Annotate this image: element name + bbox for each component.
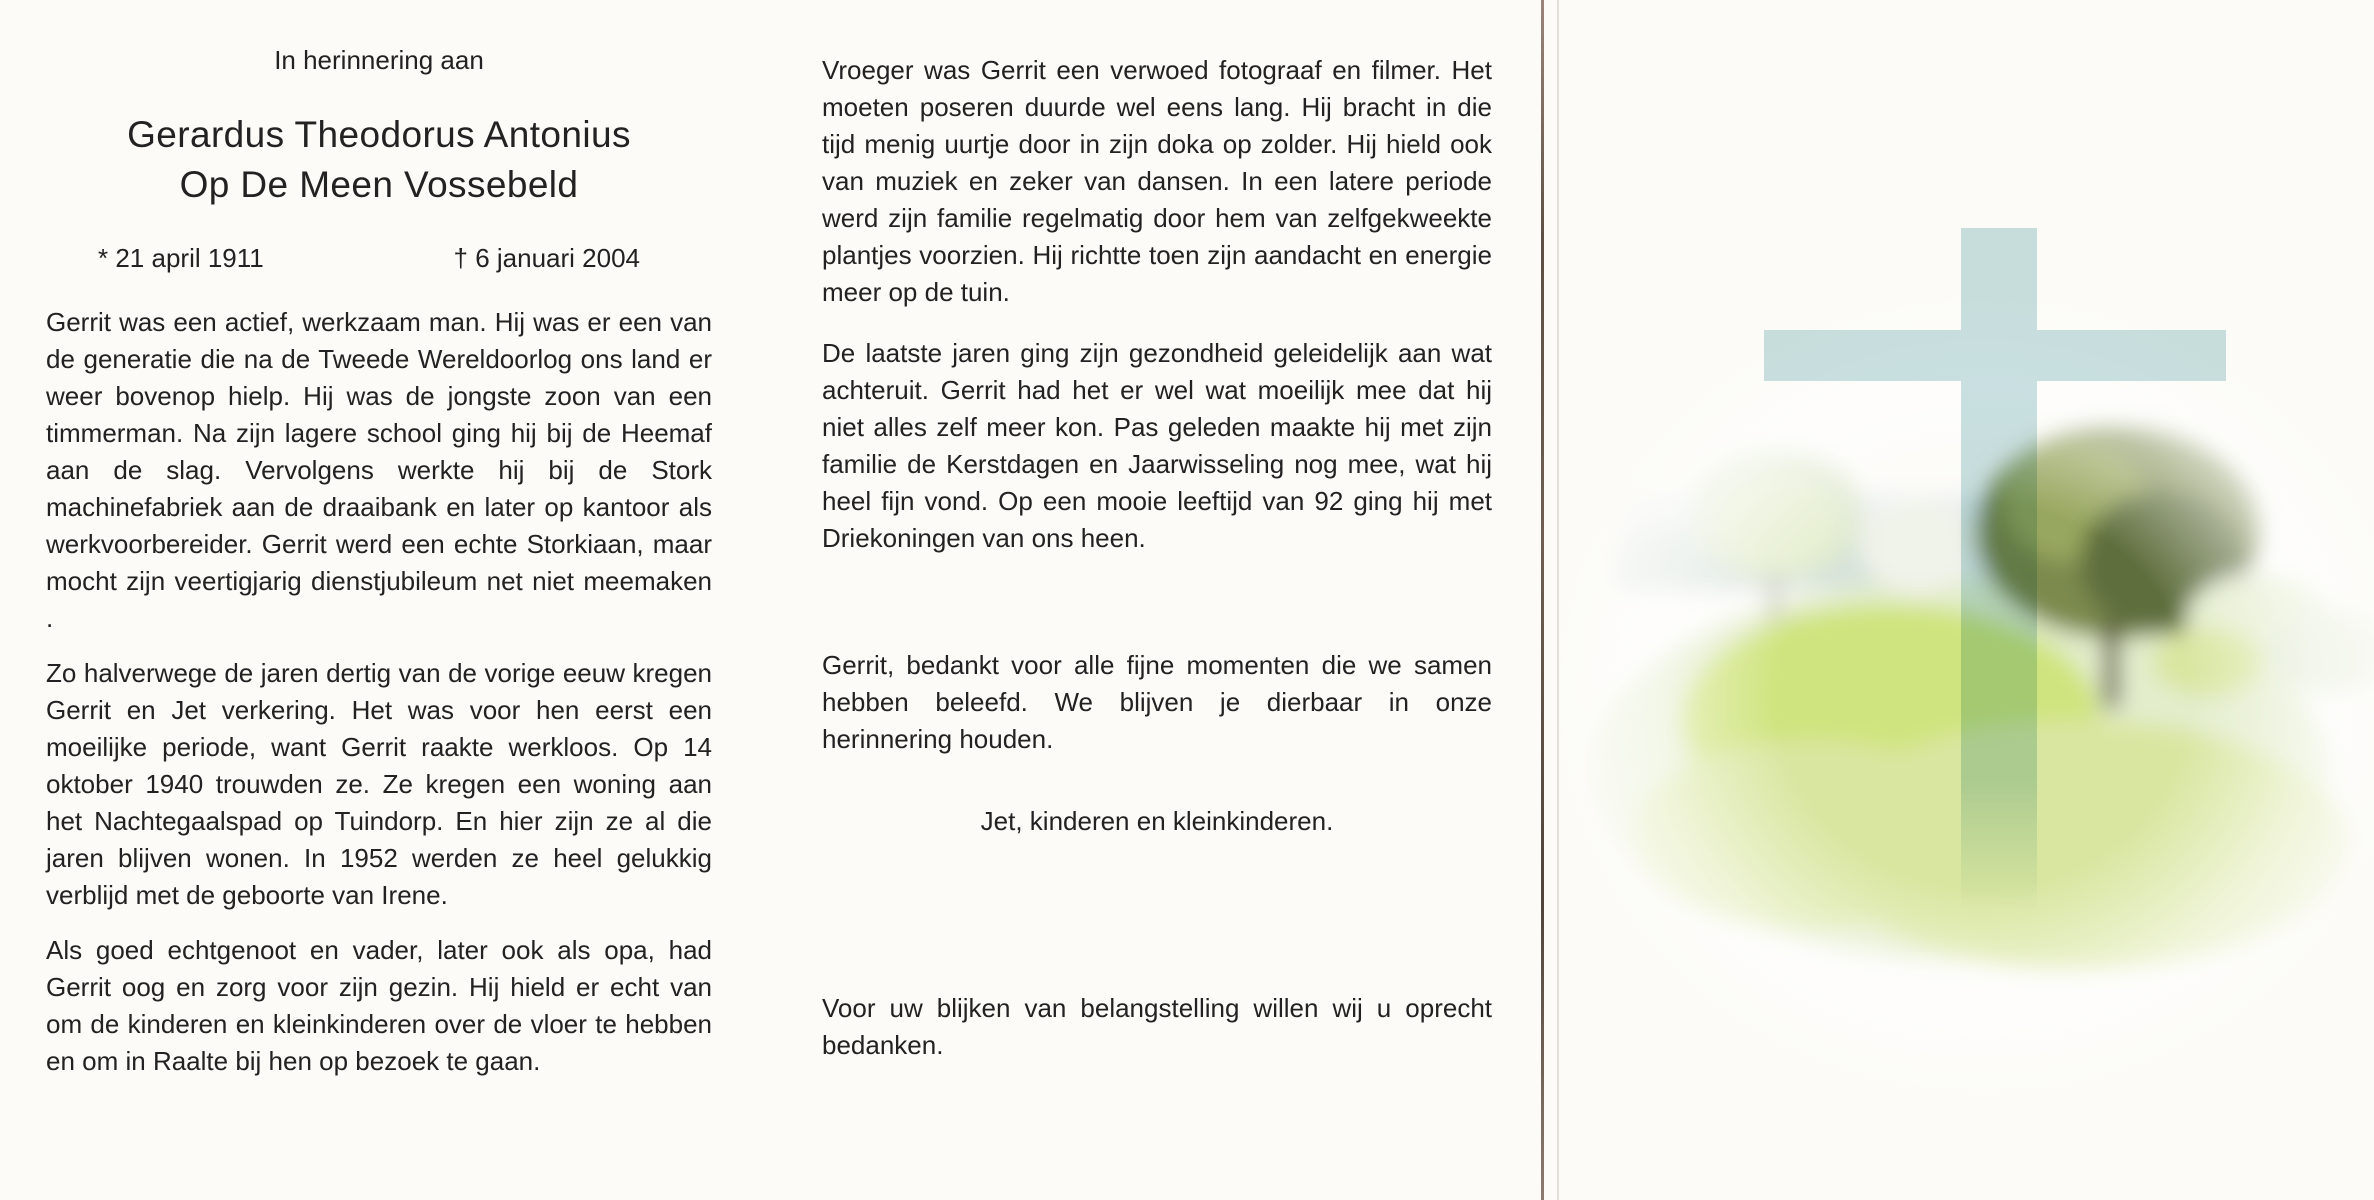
right-page-column (822, 52, 1492, 1064)
deceased-name-line1: Gerardus Theodorus Antonius (127, 114, 631, 155)
intro-line: In herinnering aan (274, 45, 484, 75)
tribute-paragraph: Gerrit, bedankt voor alle fijne momenten die we samen hebben beleefd. We blijven je dierbaar in onze herinnering houden. (822, 650, 1492, 754)
biography-paragraph-1: Gerrit was een actief, werkzaam man. Hij was er een van de generatie die na de Tweede Wereldoorlog ons land er weer bovenop hielp. Hij was de jongste zoon van een timmerman. Na zijn lagere school ging hij bij de Heemaf aan de slag. Vervolgens werkte hij bij de Stork machinefabriek aan de draaibank en later op kantoor als werkvoorbereider. Gerrit werd een echte Storkiaan, maar mocht zijn veertigjarig dienstjubileum net niet meemaken . (46, 307, 712, 633)
fold-line (1541, 0, 1544, 1200)
left-page-column (46, 44, 712, 1080)
memorial-artwork-panel (1560, 0, 2374, 1200)
life-dates (46, 242, 712, 274)
acknowledgement-paragraph: Voor uw blijken van belangstelling willen wij u oprecht bedanken. (822, 993, 1492, 1060)
death-date: † 6 januari 2004 (453, 243, 640, 273)
biography-paragraph-4: Vroeger was Gerrit een verwoed fotograaf en filmer. Het moeten poseren duurde wel eens lang. Hij bracht in die tijd menig uurtje door in zijn doka op zolder. Hij hield ook van muziek en zeker van dansen. In een latere periode werd zijn familie regelmatig door hem van zelfgekweekte plantjes voorzien. Hij richtte toen zijn aandacht en energie meer op de tuin. (822, 55, 1492, 307)
signature-line: Jet, kinderen en kleinkinderen. (980, 806, 1334, 836)
biography-paragraph-5: De laatste jaren ging zijn gezondheid geleidelijk aan wat achteruit. Gerrit had het er wel wat moeilijk mee dat hij niet alles zelf meer kon. Pas geleden maakte hij met zijn familie de Kerstdagen en Jaarwisseling nog mee, wat hij heel fijn vond. Op een mooie leeftijd van 92 ging hij met Driekoningen van ons heen. (822, 338, 1492, 553)
deceased-name (46, 110, 712, 210)
fold-crease (1557, 0, 1559, 1200)
deceased-name-line2: Op De Meen Vossebeld (179, 164, 579, 205)
biography-paragraph-2: Zo halverwege de jaren dertig van de vorige eeuw kregen Gerrit en Jet verkering. Het was voor hen eerst een moeilijke periode, want Gerrit raakte werkloos. Op 14 oktober 1940 trouwden ze. Ze kregen een woning aan het Nachtegaalspad op Tuindorp. En hier zijn ze al die jaren blijven wonen. In 1952 werden ze heel gelukkig verblijd met de geboorte van Irene. (46, 658, 712, 910)
birth-date: * 21 april 1911 (98, 243, 264, 273)
biography-paragraph-3: Als goed echtgenoot en vader, later ook als opa, had Gerrit oog en zorg voor zijn gezin. Hij hield er echt van om de kinderen en kleinkinderen over de vloer te hebben en om in Raalte bij hen op bezoek te gaan. (46, 935, 712, 1076)
